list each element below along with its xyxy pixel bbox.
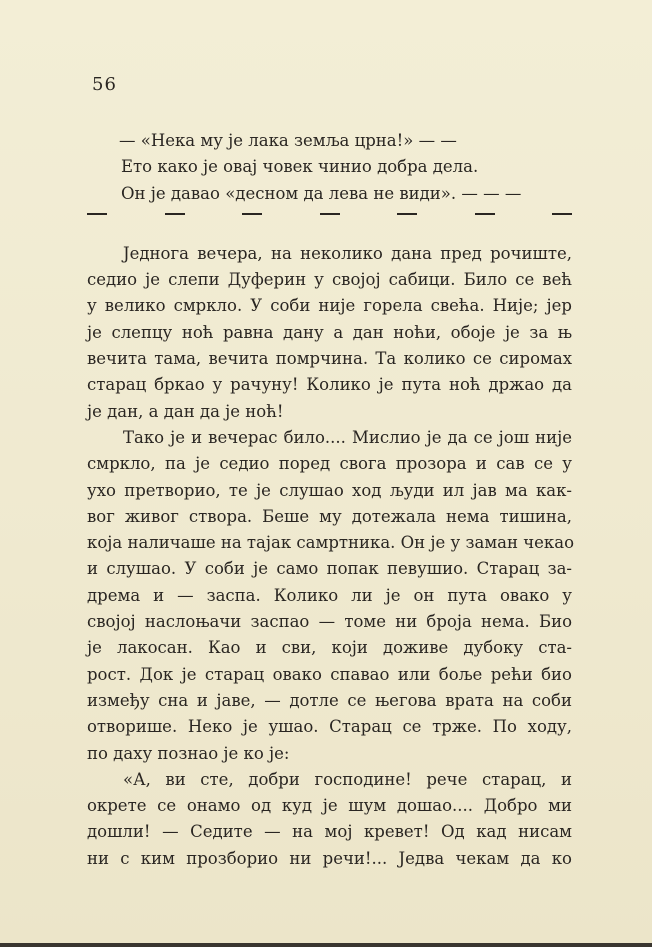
paragraph-line: својој наслоњачи заспао — томе ни броја нема. Био bbox=[87, 612, 572, 632]
paragraph-line: је слепцу ноћ равна дану а дан ноћи, обоје је за њ bbox=[87, 322, 572, 342]
paragraph-line: вечита тама, вечита помрчина. Та колико се сиромах bbox=[87, 349, 572, 369]
paragraph-line: старац бркао у рачуну! Колико је пута ноћ држао да bbox=[87, 375, 572, 395]
paragraph-line: је лакосан. Као и сви, који доживе дубоку ста- bbox=[87, 638, 572, 658]
paragraph-line: смркло, па је седио поред свога прозора и сав се у bbox=[87, 454, 572, 474]
paragraph-line: у велико смркло. У соби није горела свећа. Није; јер bbox=[87, 296, 572, 316]
page-number: 56 bbox=[92, 74, 117, 95]
paragraph-line: је дан, а дан да је ноћ! bbox=[87, 401, 284, 421]
paragraph-line: отворише. Неко је ушао. Старац се трже. По ходу, bbox=[87, 717, 572, 737]
paragraph-line: Тако је и вечерас било.... Мислио је да се још није bbox=[123, 427, 572, 447]
body-text bbox=[87, 128, 572, 872]
paragraph-line: ни с ким прозборио ни речи!... Једва чекам да ко bbox=[87, 848, 572, 868]
paragraph-line: која наличаше на тајак самртника. Он је у заман чекао bbox=[87, 533, 574, 553]
opening-line: — «Нека му је лака земља црна!» — — bbox=[119, 131, 457, 150]
paragraph-line: дрема и — заспа. Колико ли је он пута овако у bbox=[87, 585, 572, 605]
opening-line: Ето како је овај човек чинио добра дела. bbox=[121, 157, 479, 177]
paragraph-line: вог живог створа. Беше му дотежала нема тишина, bbox=[87, 506, 572, 526]
paragraph-line: «А, ви сте, добри господине! рече старац, и bbox=[123, 769, 572, 789]
paragraph-line: између сна и јаве, — дотле се његова врата на соби bbox=[87, 690, 572, 710]
paragraph-line: окрете се онамо од куд је шум дошао.... Добро ми bbox=[87, 796, 572, 816]
paragraph-line: ухо претворио, те је слушао ход људи ил јав ма как- bbox=[87, 480, 572, 500]
paragraph-line: и слушао. У соби је само попак певушио. Старац за- bbox=[87, 559, 572, 579]
paragraph-line: Једнога вечера, на неколико дана пред рочиште, bbox=[123, 243, 572, 263]
paragraph-line: рост. Док је старац овако спавао или боље рећи био bbox=[87, 664, 572, 684]
opening-line: Он је давао «десном да лева не види». — — — bbox=[121, 183, 522, 203]
page-bottom-edge bbox=[0, 943, 652, 947]
paragraph-line: седио је слепи Дуферин у својој сабици. Било се већ bbox=[87, 270, 572, 290]
paragraph-line: по даху познао је ко је: bbox=[87, 743, 290, 763]
paragraph-line: дошли! — Седите — на мој кревет! Од кад нисам bbox=[87, 822, 572, 842]
